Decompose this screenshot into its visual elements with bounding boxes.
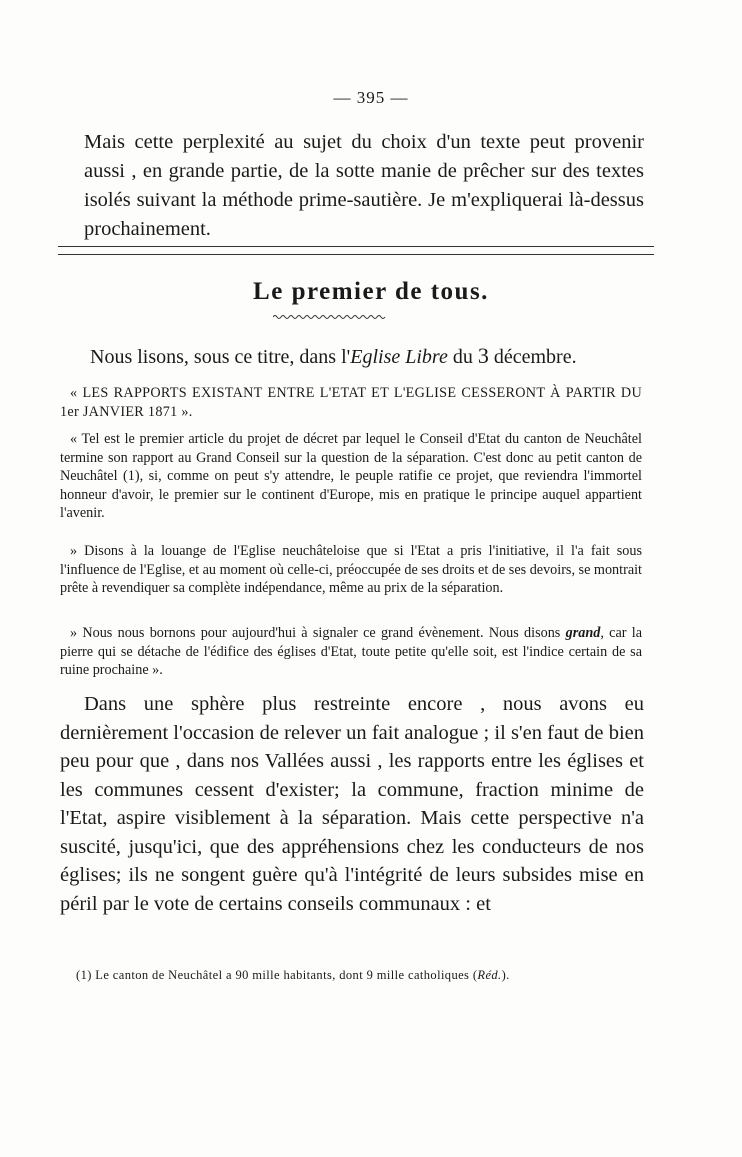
footnote-close: ). bbox=[501, 968, 510, 982]
footnote-abbr: Réd. bbox=[477, 968, 502, 982]
quote-text: , car la pierre qui se détache de l'édifice des églises d'Etat, toute petite qu'elle soit, est l'indice certain de sa ruine prochaine ». bbox=[60, 625, 643, 679]
lead-du: du bbox=[447, 346, 478, 368]
section-divider bbox=[58, 246, 654, 255]
intro-paragraph: Mais cette perplexité au sujet du choix d'un texte peut provenir aussi , en grande partie, de la sotte manie de prêcher sur des textes isolés suivant la méthode prime-sautière. Je m'expliquerai là-dessus prochainement. bbox=[84, 131, 644, 240]
footnote-text: (1) Le canton de Neuchâtel a 90 mille habitants, dont 9 mille catholiques ( bbox=[76, 968, 478, 982]
quote-paragraph: « Tel est le premier article du projet de décret par lequel le Conseil d'Etat du canton de Neuchâtel termine son rapport au Grand Conseil sur la question de la séparation. C'est donc au petit canton de Neuchâtel (1), si, comme on peut s'y attendre, le peuple ratifie ce projet, que reviendra l'immortel honneur d'avoir, le premier sur le continent d'Europe, mis en pratique le principe auquel appartient l'avenir. bbox=[60, 431, 642, 522]
lead-day: 3 bbox=[477, 343, 489, 368]
quote-emphasis: grand bbox=[565, 625, 601, 641]
lead-text: Nous lisons, sous ce titre, dans l' bbox=[90, 346, 351, 368]
footnote bbox=[76, 968, 646, 983]
body-paragraph: Dans une sphère plus restreinte encore , nous avons eu dernièrement l'occasion de relever un fait analogue ; il s'en faut de bien peu pour que , dans nos Vallées aussi , les rapports entre les églises et les communes cessent d'exister; la commune, fraction minime de l'Etat, aspire visiblement à la séparation. Mais cette perspective n'a suscité, jusqu'ici, que des appréhensions chez les conducteurs de nos églises; ils ne songent guère qu'à l'intégrité de leurs subsides mise en péril par le vote de certains conseils communaux : et bbox=[60, 693, 644, 915]
lead-sentence bbox=[90, 343, 650, 369]
journal-title: Eglise Libre bbox=[350, 346, 448, 368]
quote-headline: « LES RAPPORTS EXISTANT ENTRE L'ETAT ET L'EGLISE CESSERONT À PARTIR DU 1er JANVIER 1871 ». bbox=[60, 385, 642, 420]
quote-paragraph: » Disons à la louange de l'Eglise neuchâteloise que si l'Etat a pris l'initiative, il l'a fait sous l'influence de l'Eglise, et au moment où celle-ci, préoccupée de ses droits et de ses devoirs, se montrait prête à revendiquer sa complète indépendance, même au prix de la séparation. bbox=[60, 543, 642, 597]
quote-text: » Nous nous bornons pour aujourd'hui à signaler ce grand évènement. Nous disons bbox=[70, 625, 566, 641]
page-number: — 395 — bbox=[333, 88, 409, 107]
section-title: Le premier de tous. bbox=[253, 278, 489, 305]
quote-paragraph bbox=[60, 624, 642, 680]
ornament-rule bbox=[273, 314, 387, 320]
lead-month: décembre. bbox=[488, 346, 577, 368]
